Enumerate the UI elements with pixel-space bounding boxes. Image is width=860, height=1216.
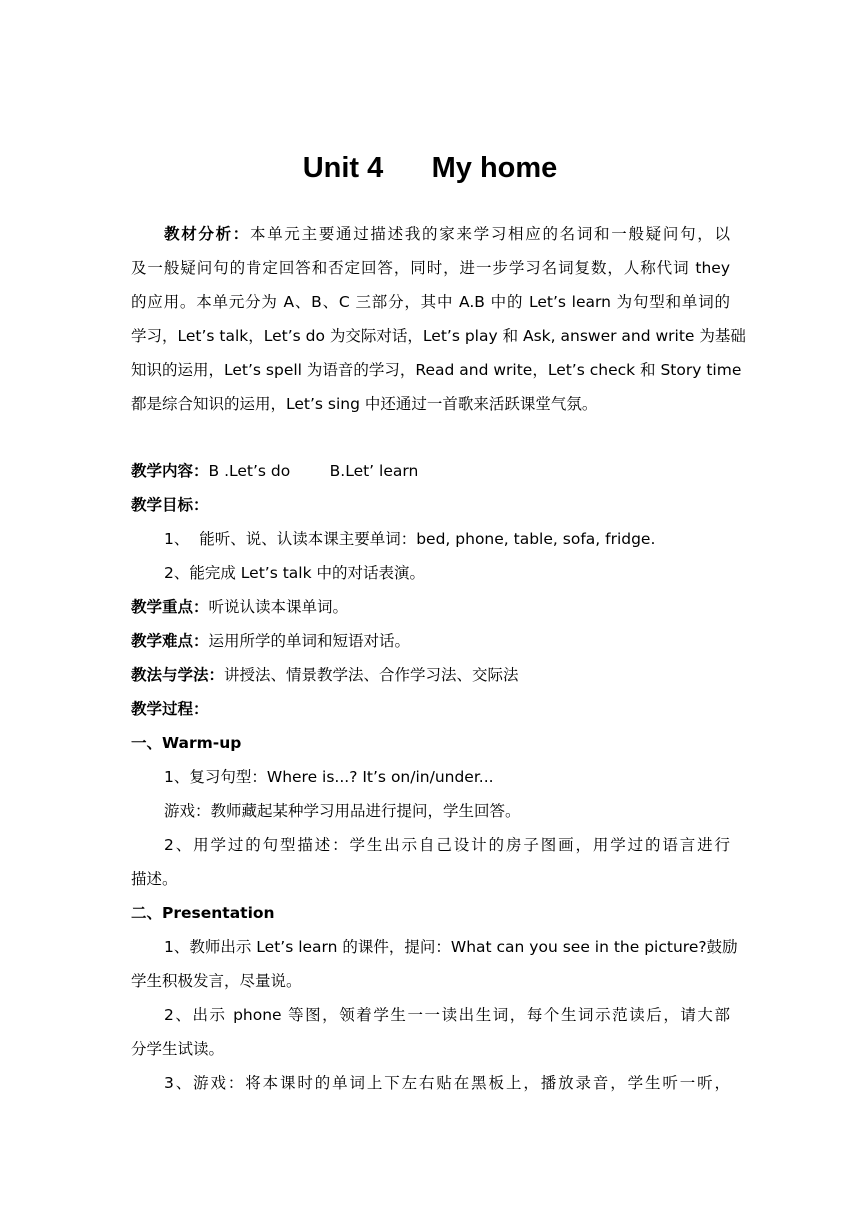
difficulty-value: 运用所学的单词和短语对话。 — [208, 632, 411, 650]
warmup-line-1: 1、复习句型：Where is...? It’s on/in/under... — [164, 768, 494, 786]
analysis-line-3: 的应用。本单元分为 A、B、C 三部分，其中 A.B 中的 Let’s learn 为句型和单词的 — [131, 293, 730, 311]
analysis-label: 教材分析： — [164, 225, 251, 243]
presentation-line-4: 分学生试读。 — [131, 1040, 225, 1058]
goal-item-1: 1、 能听、说、认读本课主要单词：bed, phone, table, sofa, fridge. — [164, 530, 656, 548]
content-line — [131, 461, 418, 481]
analysis-line-6: 都是综合知识的运用，Let’s sing 中还通过一首歌来活跃课堂气氛。 — [131, 395, 598, 413]
methods-label: 教法与学法： — [131, 666, 225, 684]
warmup-line-4: 描述。 — [131, 870, 178, 888]
warmup-line-3: 2、用学过的句型描述：学生出示自己设计的房子图画，用学过的语言进行 — [164, 836, 730, 854]
methods-value: 讲授法、情景教学法、合作学习法、交际法 — [224, 666, 519, 684]
analysis-line-1 — [164, 224, 730, 244]
keypoint-label: 教学重点： — [131, 598, 209, 616]
presentation-heading: 二、Presentation — [131, 904, 275, 922]
content-label: 教学内容： — [131, 462, 209, 480]
warmup-line-2: 游戏：教师藏起某种学习用品进行提问，学生回答。 — [164, 802, 521, 820]
difficulty-label: 教学难点： — [131, 632, 209, 650]
presentation-line-2: 学生积极发言，尽量说。 — [131, 972, 302, 990]
difficulty-line — [131, 631, 410, 651]
analysis-line-5: 知识的运用，Let’s spell 为语音的学习，Read and write，Let’s check 和 Story time — [131, 361, 742, 379]
presentation-line-3: 2、出示 phone 等图，领着学生一一读出生词，每个生词示范读后，请大部 — [164, 1006, 730, 1024]
presentation-line-5: 3、游戏：将本课时的单词上下左右贴在黑板上，播放录音，学生听一听， — [164, 1074, 730, 1092]
warmup-heading: 一、Warm-up — [131, 734, 242, 752]
goals-label: 教学目标： — [131, 496, 209, 514]
keypoint-value: 听说认读本课单词。 — [208, 598, 349, 616]
presentation-line-1: 1、教师出示 Let’s learn 的课件，提问：What can you see in the picture?鼓励 — [164, 938, 738, 956]
analysis-line-4: 学习，Let’s talk，Let’s do 为交际对话，Let’s play 和 Ask, answer and write 为基础 — [131, 327, 746, 345]
keypoint-line — [131, 597, 348, 617]
process-label: 教学过程： — [131, 700, 209, 718]
content-value: B .Let’s do B.Let’ learn — [208, 462, 419, 480]
page-title: Unit 4 My home — [302, 152, 558, 184]
methods-line — [131, 665, 519, 685]
analysis-text-1: 本单元主要通过描述我的家来学习相应的名词和一般疑问句，以 — [250, 225, 730, 243]
goal-item-2: 2、能完成 Let’s talk 中的对话表演。 — [164, 564, 425, 582]
analysis-line-2: 及一般疑问句的肯定回答和否定回答，同时，进一步学习名词复数，人称代词 they — [131, 259, 730, 277]
